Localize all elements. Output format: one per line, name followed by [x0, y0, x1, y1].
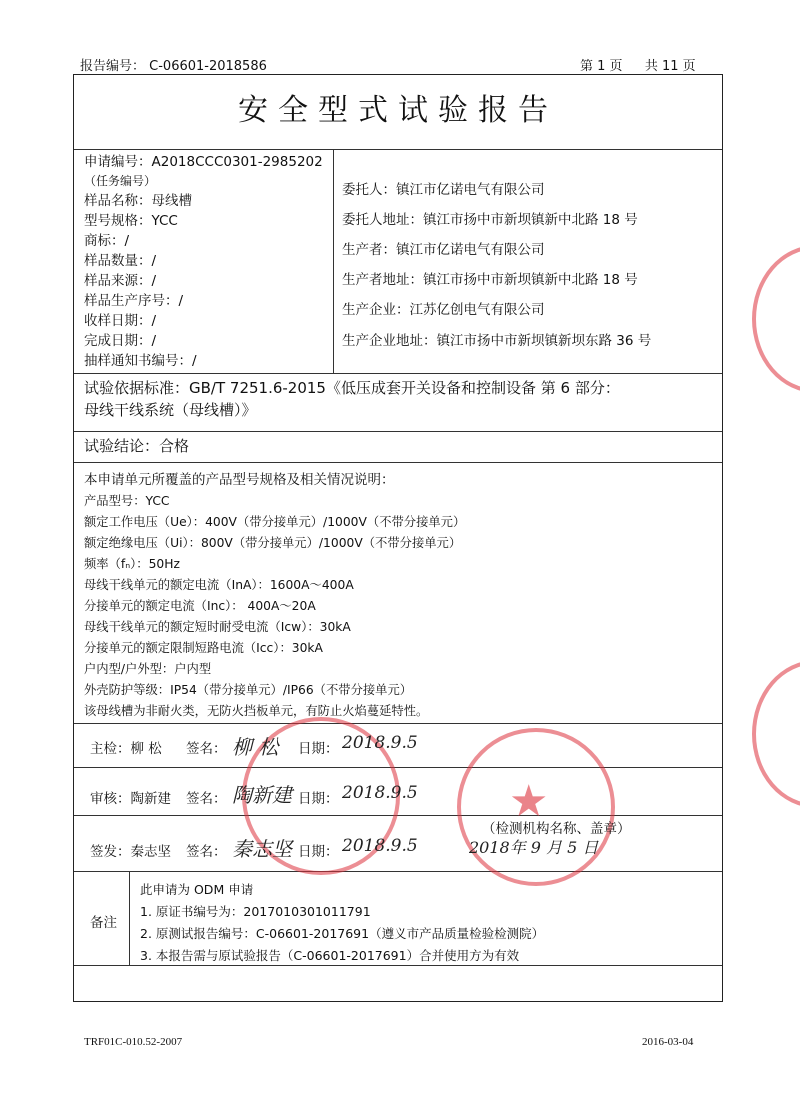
- divider: [74, 462, 722, 463]
- column-divider: [333, 149, 334, 373]
- notes-line: 2. 原测试报告编号：C-06601-2017691（遵义市产品质量检验检测院）: [140, 926, 545, 941]
- page-indicator: [580, 55, 696, 74]
- inspector-date-label: 日期：: [298, 741, 339, 757]
- reviewer-role: 审核：陶新建: [90, 791, 171, 807]
- org-stamp-date: 2018年 9 月 5 日: [469, 838, 599, 857]
- divider: [74, 965, 722, 966]
- divider: [74, 767, 722, 768]
- issuer-role: 签发：秦志坚: [90, 844, 171, 860]
- divider: [74, 373, 722, 374]
- reviewer-signature: 陶新建: [232, 783, 292, 807]
- report-number-value: C-06601-2018586: [149, 59, 267, 74]
- inspector-sign-label: 签名：: [186, 741, 227, 757]
- issuer-signature: 秦志坚: [232, 837, 292, 861]
- form-code: TRF01C-010.52-2007: [84, 1036, 183, 1048]
- edge-stamp: [752, 245, 800, 393]
- form-date: 2016-03-04: [642, 1036, 694, 1048]
- notes-line: 3. 本报告需与原试验报告（C-06601-2017691）合并使用方为有效: [140, 948, 520, 963]
- divider: [74, 815, 722, 816]
- report-frame: 安全型式试验报告 申请编号：A2018CCC0301-2985202 （任务编号） 样品名称：母线槽 型号规格：YCC 商标：/ 样品数量：/ 样品来源：/ 样品生产序号：/ 收样日期：/ 完成日期：/ 抽样通知书编号：/ 委托人：镇江市亿诺电气有限公司 委托人地址：镇江市扬中市新坝镇新中北路 18 号 生产者：镇江市亿诺电气有限公司 生产者地址：镇江市扬中市新坝镇新中北路 18 号 生产企业：江苏亿创电气有限公司 生产企业地址：镇江市扬中市新坝镇新坝东路 36 号 试验依据标准：GB/T 7251.6-2015《低压成套开关设备和控制设备 第 6 部分： 母线干线系统（母线槽）》 试验结论：合格 本申请单元所覆盖的产品型号规格及相关情况说明： 产品型号：YCC 额定工作电压（Ue）：400V（带分接单元）/1000V（不带分接单元） 额定绝缘电压（Ui）：800V（带分接单元）/1000V（不带分接单元） 频率（fₙ）：50Hz 母线干线单元的额定电流（InA）：1600A～400A 分接单元的额定电流（Inc）： 400A～20A 母线干线单元的额定短时耐受电流（Icw）：30kA 分接单元的额定限制短路电流（Icc）：30kA 户内型/户外型：户内型 外壳防护等级：IP54（带分接单元）/IP66（不带分接单元） 该母线槽为非耐火类，无防火挡板单元，有防止火焰蔓延特性。 ★ 主检：柳 松 签名： 柳 松 日期： 2018.9.5 审核：陶新建 签名： 陶新建 日期： 2018.9.5 签发：秦志坚 签名： 秦志坚 日期： 2018.9.5 （检测机构名称、盖章） 2018年 9 月 5 日 备注 此申请为 ODM 申请 1. 原证书编号为：2017010301011791 2. 原测试报告编号：C-06601-2017691（遵义市产品质量检验检测院） 3. 本报告需与原试验报告（C-06601-2017691）合并使用方为有效: [73, 74, 723, 1002]
- notes-line: 此申请为 ODM 申请: [140, 882, 254, 897]
- test-standard-line2: 母线干线系统（母线槽）》: [84, 401, 257, 419]
- divider: [74, 723, 722, 724]
- page-label: 第 1 页: [580, 59, 623, 74]
- report-title: 安全型式试验报告: [238, 93, 558, 128]
- issuer-date-label: 日期：: [298, 844, 339, 860]
- divider: [74, 871, 722, 872]
- test-standard-line1: 试验依据标准：GB/T 7251.6-2015《低压成套开关设备和控制设备 第 6 部分：: [84, 379, 620, 397]
- stamp-star-icon: ★: [509, 776, 549, 827]
- org-stamp: [457, 728, 615, 886]
- test-conclusion: 试验结论：合格: [84, 437, 190, 455]
- edge-stamp: [752, 660, 800, 808]
- org-stamp-caption: （检测机构名称、盖章）: [482, 821, 631, 837]
- issuer-date: 2018.9.5: [342, 836, 418, 856]
- issuer-sign-label: 签名：: [186, 844, 227, 860]
- divider: [74, 431, 722, 432]
- inspector-role: 主检：柳 松: [90, 741, 162, 757]
- report-number-label: 报告编号：: [80, 59, 146, 74]
- reviewer-sign-label: 签名：: [186, 791, 227, 807]
- specs-heading: 本申请单元所覆盖的产品型号规格及相关情况说明：: [84, 472, 395, 488]
- reviewer-date-label: 日期：: [298, 791, 339, 807]
- notes-line: 1. 原证书编号为：2017010301011791: [140, 904, 371, 919]
- total-pages-label: 共 11 页: [644, 59, 696, 74]
- notes-label: 备注: [90, 915, 117, 931]
- inspector-signature: 柳 松: [232, 735, 279, 759]
- divider: [74, 149, 722, 150]
- report-number: [80, 55, 267, 74]
- inspector-date: 2018.9.5: [342, 733, 418, 753]
- reviewer-date: 2018.9.5: [342, 783, 418, 803]
- column-divider: [129, 871, 130, 965]
